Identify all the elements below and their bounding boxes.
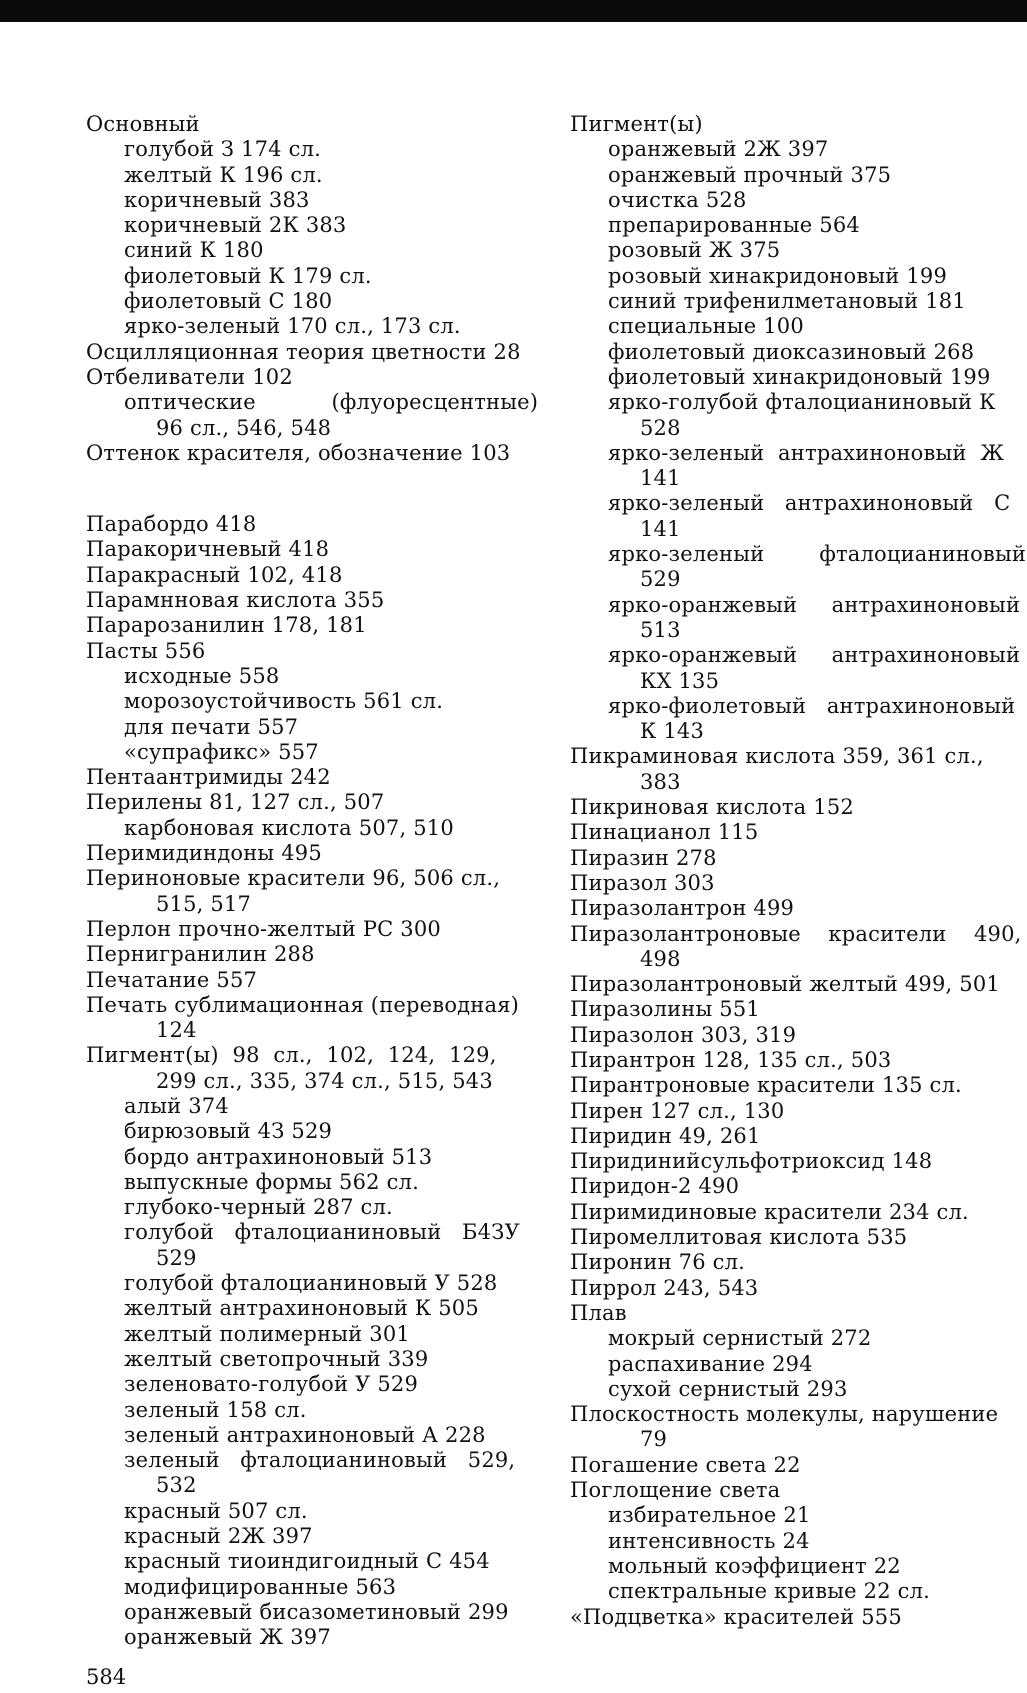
page-number: 584 [86,1665,127,1689]
index-subentry: морозоустойчивость 561 сл. [124,689,444,714]
index-subentry: ярко-фиолетовый антрахиноновый [608,693,1016,718]
index-subentry: оранжевый прочный 375 [608,162,892,187]
index-entry: Пиразолантрон 499 [570,896,795,921]
index-continuation: 513 [640,617,681,642]
index-entry: Пиразол 303 [570,870,715,895]
index-subentry: голубой фталоцианиновый У 528 [124,1271,498,1296]
index-subentry: красный 507 сл. [124,1498,308,1523]
index-subentry: розовый хинакридоновый 199 [608,263,948,288]
index-subentry: желтый полимерный 301 [124,1321,410,1346]
index-entry: Пиримидиновые красители 234 сл. [570,1199,969,1224]
index-entry: «Подцветка» красителей 555 [570,1604,902,1629]
index-entry: Пиррол 243, 543 [570,1275,759,1300]
index-subentry: розовый Ж 375 [608,238,781,263]
index-continuation: 529 [640,567,681,592]
index-subentry: очистка 528 [608,187,747,212]
index-entry: Пиразолон 303, 319 [570,1022,797,1047]
index-entry: Пиромеллитовая кислота 535 [570,1225,908,1250]
index-subentry: «супрафикс» 557 [124,739,319,764]
index-subentry: избирательное 21 [608,1503,811,1528]
index-subentry: зеленый 158 сл. [124,1397,307,1422]
index-subentry: специальные 100 [608,314,804,339]
index-continuation: К 143 [640,719,705,744]
index-entry: Пирен 127 сл., 130 [570,1098,785,1123]
index-continuation: КХ 135 [640,668,720,693]
index-continuation: 528 [640,415,681,440]
index-subentry: красный 2Ж 397 [124,1524,313,1549]
index-entry: Пикриновая кислота 152 [570,795,854,820]
index-column-right [570,112,1027,1630]
index-entry: Пиридон-2 490 [570,1174,740,1199]
index-subentry: фиолетовый хинакридоновый 199 [608,364,991,389]
index-subentry: ярко-зеленый антрахиноновый С [608,491,1011,516]
index-continuation: 141 [640,516,681,541]
index-subentry: мокрый сернистый 272 [608,1326,872,1351]
index-entry: Парамнновая кислота 355 [86,588,385,613]
index-subentry: интенсивность 24 [608,1528,810,1553]
index-subentry: фиолетовый С 180 [124,289,333,314]
index-entry: Основный [86,112,200,136]
index-entry: Перлон прочно-желтый РС 300 [86,916,441,941]
index-subentry: препарированные 564 [608,213,860,238]
index-subentry: спектральные кривые 22 сл. [608,1579,931,1604]
index-subentry: зеленовато-голубой У 529 [124,1372,419,1397]
index-entry: Пиразолантроновые красители 490, [570,921,1022,946]
index-subentry: голубой З 174 сл. [124,137,321,162]
index-continuation: 515, 517 [156,891,252,916]
index-subentry: фиолетовый диоксазиновый 268 [608,339,975,364]
index-entry: Парарозанилин 178, 181 [86,613,367,638]
index-entry: Печатание 557 [86,967,258,992]
index-entry: Пиридин 49, 261 [570,1123,761,1148]
index-entry: Пасты 556 [86,638,206,663]
index-subentry: коричневый 2К 383 [124,213,347,238]
index-entry: Пигмент(ы) [570,112,703,136]
index-subentry: распахивание 294 [608,1351,813,1376]
index-subentry: ярко-зеленый фталоцианиновый [608,542,1027,567]
index-entry: Пернигранилин 288 [86,942,315,967]
index-entry: Парабордо 418 [86,512,257,537]
index-entry: Паракоричневый 418 [86,537,330,562]
index-entry: Пентаантримиды 242 [86,765,331,790]
index-subentry: для печати 557 [124,714,299,739]
index-subentry: ярко-оранжевый антрахиноновый [608,592,1021,617]
index-entry: Пирантроновые красители 135 сл. [570,1073,962,1098]
index-subentry: оптические (флуоресцентные) [124,390,539,415]
index-entry: Пиронин 76 сл. [570,1250,746,1275]
index-subentry: голубой фталоцианиновый Б4ЗУ [124,1220,520,1245]
index-entry: Перилены 81, 127 сл., 507 [86,790,385,815]
index-entry: Оттенок красителя, обозначение 103 [86,440,511,465]
index-column-left [86,112,539,1651]
index-subentry: модифицированные 563 [124,1574,397,1599]
index-subentry: красный тиоиндигоидный С 454 [124,1549,490,1574]
index-subentry: фиолетовый К 179 сл. [124,263,372,288]
index-entry: Пиразолантроновый желтый 499, 501 [570,972,1000,997]
index-subentry: оранжевый 2Ж 397 [608,137,829,162]
index-subentry: мольный коэффициент 22 [608,1553,901,1578]
index-continuation: 79 [640,1427,668,1452]
index-continuation: 299 сл., 335, 374 сл., 515, 543 [156,1068,493,1093]
page-top-edge [0,0,1027,22]
index-entry: Паракрасный 102, 418 [86,562,343,587]
index-continuation: 498 [640,946,681,971]
index-subentry: синий трифенилметановый 181 [608,289,966,314]
index-subentry: оранжевый бисазометиновый 299 [124,1599,509,1624]
index-subentry: бордо антрахиноновый 513 [124,1144,433,1169]
index-subentry: глубоко-черный 287 сл. [124,1195,393,1220]
index-subentry: желтый антрахиноновый К 505 [124,1296,479,1321]
index-entry: Пинацианол 115 [570,820,759,845]
index-continuation: 124 [156,1018,197,1043]
index-subentry: желтый светопрочный 339 [124,1346,429,1371]
index-subentry: ярко-оранжевый антрахиноновый [608,643,1021,668]
index-entry: Плоскостность молекулы, нарушение [570,1402,999,1427]
index-continuation: 141 [640,466,681,491]
index-entry: Поглощение света [570,1478,781,1503]
index-subentry: карбоновая кислота 507, 510 [124,815,454,840]
index-entry: Пирантрон 128, 135 сл., 503 [570,1047,892,1072]
index-subentry: желтый К 196 сл. [124,162,323,187]
index-entry: Перимидиндоны 495 [86,841,322,866]
index-entry: Пикраминовая кислота 359, 361 сл., [570,744,984,769]
index-subentry: ярко-зеленый 170 сл., 173 сл. [124,314,461,339]
index-entry: Периноновые красители 96, 506 сл., [86,866,501,891]
index-subentry: оранжевый Ж 397 [124,1625,331,1650]
index-entry: Плав [570,1300,627,1325]
index-subentry: ярко-зеленый антрахиноновый Ж [608,440,1005,465]
index-continuation: 96 сл., 546, 548 [156,415,332,440]
index-entry: Печать сублимационная (переводная) [86,992,520,1017]
section-gap [86,466,531,512]
index-subentry: ярко-голубой фталоцианиновый К [608,390,996,415]
index-subentry: зеленый антрахиноновый А 228 [124,1422,486,1447]
index-subentry: бирюзовый 4З 529 [124,1119,333,1144]
index-entry: Осцилляционная теория цветности 28 [86,339,521,364]
index-entry: Отбеливатели 102 [86,364,293,389]
index-continuation: 532 [156,1473,197,1498]
index-subentry: алый 374 [124,1093,229,1118]
index-entry: Погашение света 22 [570,1452,801,1477]
index-continuation: 383 [640,769,681,794]
index-subentry: выпускные формы 562 сл. [124,1169,419,1194]
index-subentry: синий К 180 [124,238,264,263]
index-continuation: 529 [156,1245,197,1270]
index-subentry: коричневый 383 [124,187,310,212]
index-subentry: сухой сернистый 293 [608,1376,848,1401]
index-entry: Пиразолины 551 [570,997,760,1022]
index-entry: Пиразин 278 [570,845,717,870]
index-subentry: исходные 558 [124,663,280,688]
index-subentry: зеленый фталоцианиновый 529, [124,1448,516,1473]
index-entry: Пиридинийсульфотриоксид 148 [570,1149,933,1174]
index-entry: Пигмент(ы) 98 сл., 102, 124, 129, [86,1043,497,1068]
